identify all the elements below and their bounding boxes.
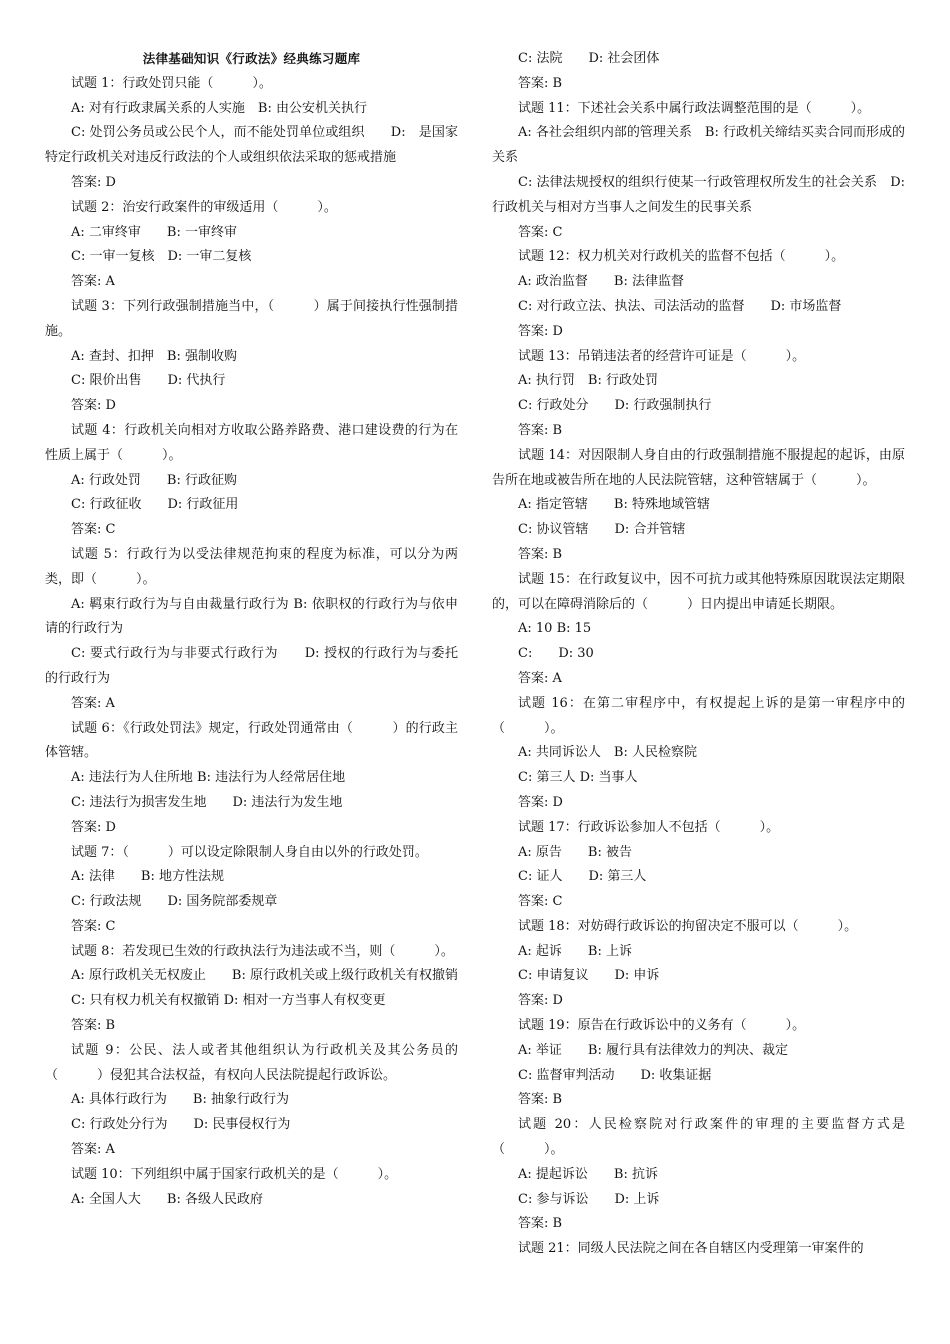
document-title: 法律基础知识《行政法》经典练习题库 (142, 51, 361, 66)
option-line: C: 行政处分行为 D: 民事侵权行为 (71, 1117, 291, 1133)
question-line: 试题 21：同级人民法院之间在各自辖区内受理第一审案件的 (518, 1241, 864, 1257)
question-line: 试题 17：行政诉讼参加人不包括（ ）。 (518, 819, 780, 835)
option-line: C: 只有权力机关有权撤销 D: 相对一方当事人有权变更 (71, 993, 386, 1009)
option-line: C: 处罚公务员或公民个人，而不能处罚单位或组织 D: 是国家特定行政机关对违反行政法的个人或组织依法采取的惩戒措施 (45, 125, 458, 166)
option-line: C: 第三人 D: 当事人 (518, 770, 638, 786)
answer-line: 答案: D (71, 398, 116, 414)
question-line: 试题 18：对妨碍行政诉讼的拘留决定不服可以（ ）。 (518, 918, 858, 934)
question-line: 试题 8：若发现已生效的行政执法行为违法或不当，则（ ）。 (71, 943, 454, 959)
question-line: 试题 2：治安行政案件的审级适用（ ）。 (71, 199, 337, 215)
option-line: C: 行政法规 D: 国务院部委规章 (71, 894, 278, 910)
question-line: 试题 10：下列组织中属于国家行政机关的是（ ）。 (71, 1166, 398, 1182)
option-line: C: 对行政立法、执法、司法活动的监督 D: 市场监督 (518, 298, 842, 314)
answer-line: 答案: A (71, 695, 115, 711)
option-line: A: 提起诉讼 B: 抗诉 (518, 1166, 658, 1182)
answer-line: 答案: D (518, 993, 563, 1009)
question-line: 试题 11：下述社会关系中属行政法调整范围的是（ ）。 (518, 100, 871, 116)
option-line: A: 起诉 B: 上诉 (518, 943, 632, 959)
option-line: A: 原告 B: 被告 (518, 844, 632, 860)
answer-line: 答案: B (518, 1216, 563, 1232)
option-line: A: 共同诉讼人 B: 人民检察院 (518, 745, 697, 761)
question-line: 试题 1：行政处罚只能（ ）。 (71, 75, 272, 91)
answer-line: 答案: C (71, 522, 116, 538)
answer-line: 答案: D (71, 174, 116, 190)
question-line: 试题 15：在行政复议中，因不可抗力或其他特殊原因耽误法定期限的，可以在障碍消除后的（ ）日内提出申请延长期限。 (492, 571, 905, 612)
option-line: A: 10 B: 15 (518, 621, 592, 637)
option-line: A: 二审终审 B: 一审终审 (71, 224, 237, 240)
option-line: C: 监督审判活动 D: 收集证据 (518, 1067, 712, 1083)
option-line: C: 行政征收 D: 行政征用 (71, 497, 239, 513)
question-line: 试题 20：人民检察院对行政案件的审理的主要监督方式是（ ）。 (492, 1117, 905, 1158)
answer-line: 答案: B (518, 422, 563, 438)
answer-line: 答案: B (518, 75, 563, 91)
option-line: C: 法院 D: 社会团体 (518, 51, 660, 66)
option-line: C: 要式行政行为与非要式行政行为 D: 授权的行政行为与委托的行政行为 (45, 646, 458, 686)
option-line: C: 证人 D: 第三人 (518, 869, 647, 885)
option-line: A: 各社会组织内部的管理关系 B: 行政机关缔结买卖合同而形成的关系 (492, 125, 905, 166)
option-line: C: 限价出售 D: 代执行 (71, 373, 226, 389)
option-line: C: 违法行为损害发生地 D: 违法行为发生地 (71, 794, 343, 810)
answer-line: 答案: A (71, 274, 115, 290)
question-line: 试题 3：下列行政强制措施当中，（ ）属于间接执行性强制措施。 (45, 298, 458, 339)
answer-line: 答案: A (518, 670, 562, 686)
question-line: 试题 16：在第二审程序中，有权提起上诉的是第一审程序中的（ ）。 (492, 695, 905, 736)
option-line: A: 对有行政隶属关系的人实施 B: 由公安机关执行 (71, 100, 367, 116)
answer-line: 答案: B (518, 546, 563, 562)
option-line: A: 羁束行政行为与自由裁量行政行为 B: 依职权的行政行为与依申请的行政行为 (45, 596, 458, 637)
option-line: A: 政治监督 B: 法律监督 (518, 274, 684, 290)
answer-line: 答案: D (518, 794, 563, 810)
question-line: 试题 9：公民、法人或者其他组织认为行政机关及其公务员的（ ）侵犯其合法权益，有权向人民法院提起行政诉讼。 (45, 1042, 458, 1083)
option-line: A: 原行政机关无权废止 B: 原行政机关或上级行政机关有权撤销 (71, 968, 458, 984)
option-line: C: 行政处分 D: 行政强制执行 (518, 398, 712, 414)
answer-line: 答案: D (518, 323, 563, 339)
question-line: 试题 14：对因限制人身自由的行政强制措施不服提起的起诉，由原告所在地或被告所在地的人民法院管辖，这种管辖属于（ ）。 (492, 447, 905, 488)
answer-line: 答案: C (518, 894, 563, 910)
option-line: C: 协议管辖 D: 合并管辖 (518, 522, 686, 538)
option-line: A: 执行罚 B: 行政处罚 (518, 373, 658, 389)
option-line: C: 申请复议 D: 申诉 (518, 968, 660, 984)
answer-line: 答案: C (518, 224, 563, 240)
question-line: 试题 13：吊销违法者的经营许可证是（ ）。 (518, 348, 806, 364)
option-line: A: 违法行为人住所地 B: 违法行为人经常居住地 (71, 770, 346, 786)
option-line: A: 全国人大 B: 各级人民政府 (71, 1191, 263, 1207)
answer-line: 答案: D (71, 819, 116, 835)
option-line: A: 法律 B: 地方性法规 (71, 869, 224, 885)
question-line: 试题 7：（ ）可以设定除限制人身自由以外的行政处罚。 (71, 844, 428, 860)
answer-line: 答案: B (71, 1018, 116, 1034)
left-column (45, 47, 458, 1212)
option-line: A: 举证 B: 履行具有法律效力的判决、裁定 (518, 1042, 788, 1058)
option-line: A: 指定管辖 B: 特殊地域管辖 (518, 497, 710, 513)
question-line: 试题 6：《行政处罚法》规定，行政处罚通常由（ ）的行政主体管辖。 (45, 720, 458, 761)
answer-line: 答案: A (71, 1142, 115, 1158)
question-line: 试题 12：权力机关对行政机关的监督不包括（ ）。 (518, 249, 845, 265)
option-line: A: 具体行政行为 B: 抽象行政行为 (71, 1092, 289, 1108)
right-column (492, 47, 905, 1262)
question-line: 试题 19：原告在行政诉讼中的义务有（ ）。 (518, 1018, 806, 1034)
option-line: C: D: 30 (518, 646, 594, 662)
option-line: A: 行政处罚 B: 行政征购 (71, 472, 237, 488)
question-line: 试题 5：行政行为以受法律规范拘束的程度为标准，可以分为两类，即（ ）。 (45, 546, 458, 587)
question-line: 试题 4：行政机关向相对方收取公路养路费、港口建设费的行为在性质上属于（ ）。 (45, 422, 458, 463)
option-line: C: 参与诉讼 D: 上诉 (518, 1191, 660, 1207)
answer-line: 答案: B (518, 1092, 563, 1108)
answer-line: 答案: C (71, 918, 116, 934)
option-line: A: 查封、扣押 B: 强制收购 (71, 348, 237, 364)
option-line: C: 法律法规授权的组织行使某一行政管理权所发生的社会关系 D: 行政机关与相对方当事人之间发生的民事关系 (492, 174, 905, 215)
option-line: C: 一审一复核 D: 一审二复核 (71, 249, 252, 265)
